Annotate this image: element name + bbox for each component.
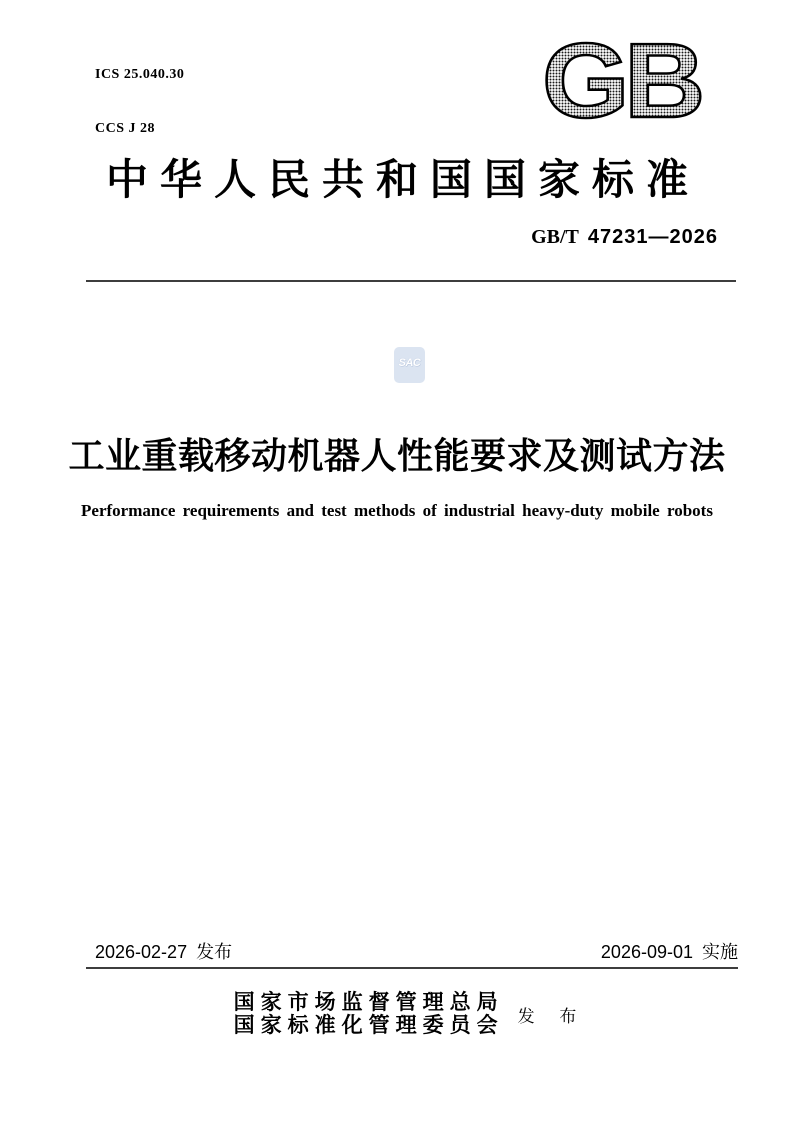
standard-number: [531, 226, 718, 249]
document-title-chinese: 工业重载移动机器人性能要求及测试方法: [68, 435, 726, 476]
national-standard-title: 中华人民共和国国家标准: [105, 158, 700, 204]
issue-date-group: [95, 938, 232, 964]
implement-date: 2026-09-01: [600, 942, 693, 962]
bottom-divider-line: [86, 967, 738, 969]
ccs-code: CCS J 28: [95, 121, 156, 136]
publisher-inner: [234, 991, 587, 1037]
publisher-line-2: 国家标准化管理委员会: [233, 1013, 504, 1037]
issue-date: 2026-02-27: [95, 942, 188, 962]
implement-action-label: 实施: [702, 942, 738, 962]
release-label: 发 布: [517, 1006, 587, 1026]
publisher-block: [0, 991, 794, 1037]
ics-code: ICS 25.040.30: [95, 67, 185, 82]
issue-action-label: 发布: [196, 942, 233, 962]
standard-number-digits: 47231—2026: [587, 226, 718, 248]
top-divider-line: [86, 280, 736, 282]
gb-logo-text: GB: [542, 30, 701, 125]
publisher-names: [234, 991, 504, 1037]
publisher-line-1: 国家市场监督管理总局: [233, 990, 504, 1014]
dates-row: [95, 938, 738, 964]
sac-watermark: [394, 347, 425, 383]
sac-watermark-text: SAC: [398, 357, 421, 369]
implement-date-group: [601, 938, 738, 964]
document-title-english: Performance requirements and test methods of industrial heavy-duty mobile robots: [81, 501, 713, 520]
gb-logo: [540, 30, 702, 125]
standard-number-prefix: GB/T: [531, 226, 579, 248]
